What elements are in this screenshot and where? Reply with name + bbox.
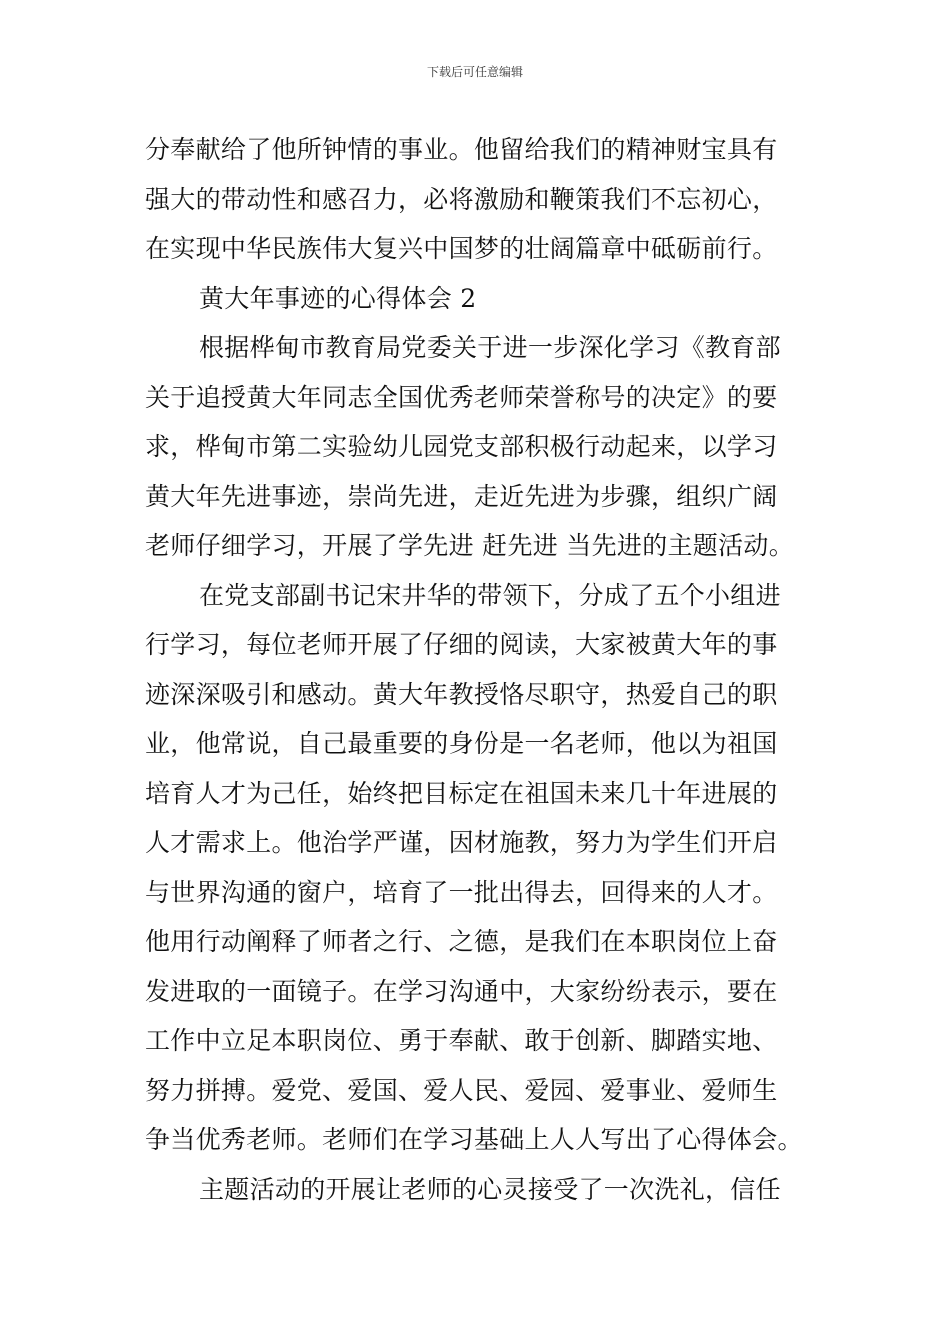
text-line: 业，他常说，自己最重要的身份是一名老师，他以为祖国: [145, 729, 778, 758]
text-line: 努力拼搏。爱党、爱国、爱人民、爱园、爱事业、爱师生: [145, 1075, 778, 1105]
text-line: 培育人才为己任，始终把目标定在祖国未来几十年进展的: [145, 778, 778, 808]
text-line: 根据桦甸市教育局党委关于进一步深化学习《教育部: [199, 333, 781, 362]
text-line: 行学习，每位老师开展了仔细的阅读，大家被黄大年的事: [145, 630, 778, 659]
page-header-note: 下载后可任意编辑: [426, 65, 523, 79]
text-line: 老师仔细学习，开展了学先进 赶先进 当先进的主题活动。: [145, 531, 794, 560]
text-line: 黄大年事迹的心得体会 2: [199, 283, 477, 313]
text-line: 分奉献给了他所钟情的事业。他留给我们的精神财宝具有: [145, 135, 778, 164]
text-line: 主题活动的开展让老师的心灵接受了一次洗礼，信任: [199, 1174, 781, 1204]
text-line: 争当优秀老师。老师们在学习基础上人人写出了心得体会。: [145, 1125, 803, 1154]
text-line: 黄大年先进事迹，崇尚先进，走近先进为步骤，组织广阔: [145, 481, 778, 511]
text-line: 求，桦甸市第二实验幼儿园党支部积极行动起来，以学习: [145, 432, 778, 461]
text-line: 人才需求上。他治学严谨，因材施教，努力为学生们开启: [145, 828, 778, 857]
text-line: 迹深深吸引和感动。黄大年教授恪尽职守，热爱自己的职: [145, 679, 778, 709]
text-line: 关于追授黄大年同志全国优秀老师荣誉称号的决定》的要: [145, 382, 778, 412]
text-line: 强大的带动性和感召力，必将激励和鞭策我们不忘初心，: [145, 184, 778, 214]
text-line: 在党支部副书记宋井华的带领下，分成了五个小组进: [199, 580, 781, 610]
text-line: 在实现中华民族伟大复兴中国梦的壮阔篇章中砥砺前行。: [145, 234, 778, 263]
text-line: 他用行动阐释了师者之行、之德，是我们在本职岗位上奋: [145, 927, 778, 956]
text-line: 与世界沟通的窗户，培育了一批出得去，回得来的人才。: [145, 877, 778, 907]
document-body: [145, 125, 813, 1214]
text-line: 工作中立足本职岗位、勇于奉献、敢于创新、脚踏实地、: [145, 1026, 778, 1055]
text-line: 发进取的一面镜子。在学习沟通中，大家纷纷表示，要在: [145, 976, 778, 1006]
